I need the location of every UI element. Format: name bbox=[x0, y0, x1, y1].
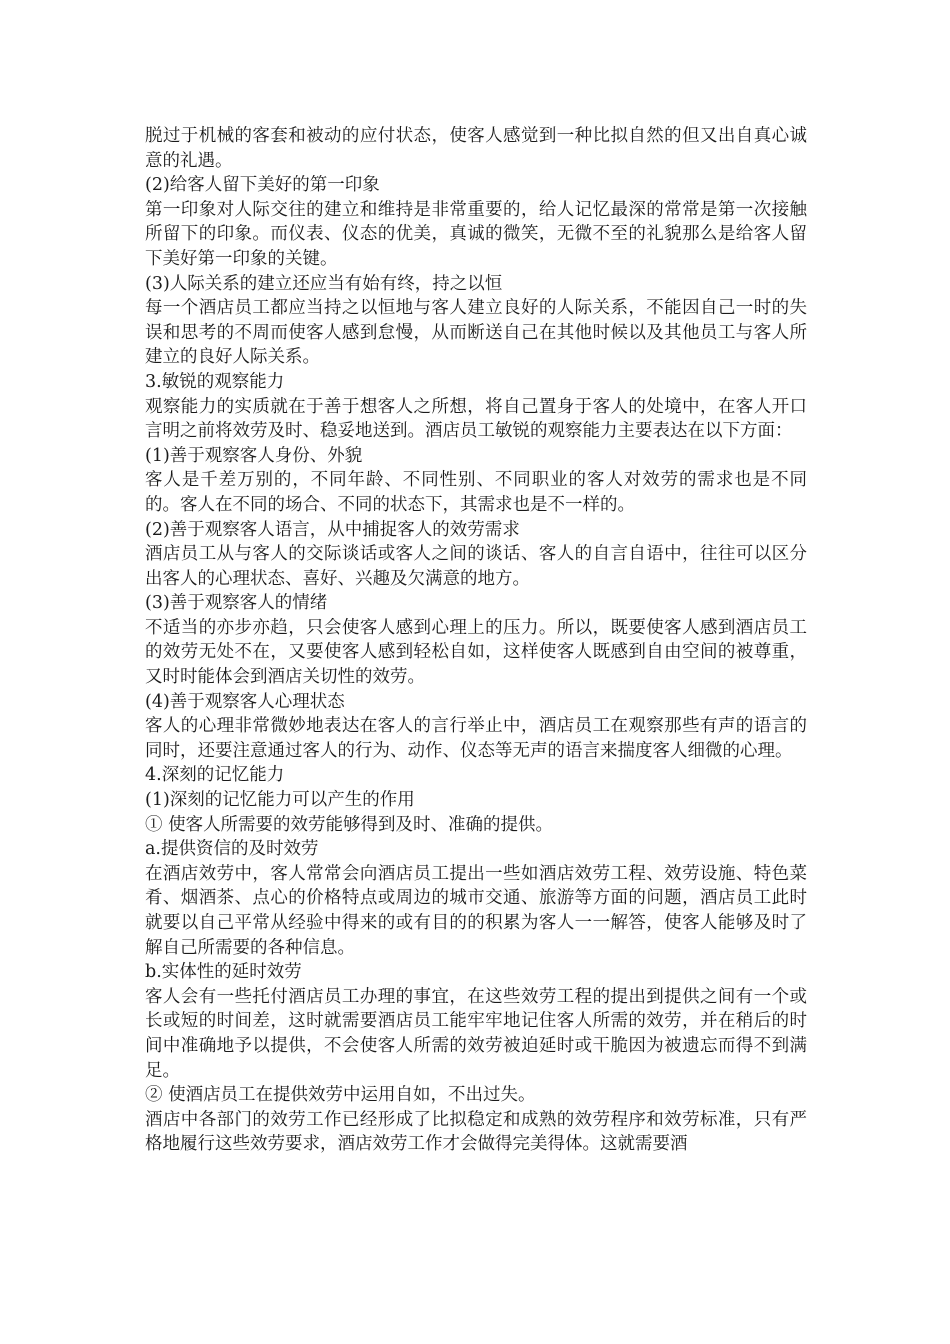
paragraph: 第一印象对人际交往的建立和维持是非常重要的，给人记忆最深的常常是第一次接触所留下的印象。而仪表、仪态的优美，真诚的微笑，无微不至的礼貌那么是给客人留下美好第一印象的关键。 bbox=[145, 199, 807, 269]
section-heading: (2)善于观察客人语言，从中捕捉客人的效劳需求 bbox=[145, 519, 520, 540]
section-heading: (4)善于观察客人心理状态 bbox=[145, 691, 345, 712]
section-heading: a.提供资信的及时效劳 bbox=[145, 839, 319, 860]
section-heading: (3)人际关系的建立还应当有始有终，持之以恒 bbox=[145, 273, 503, 294]
section-heading: 3.敏锐的观察能力 bbox=[145, 371, 285, 392]
paragraph: 客人会有一些托付酒店员工办理的事宜，在这些效劳工程的提出到提供之间有一个或长或短的时间差，这时就需要酒店员工能牢牢地记住客人所需的效劳，并在稍后的时间中准确地予以提供，不会使客人所需的效劳被迫延时或干脆因为被遗忘而得不到满足。 bbox=[145, 986, 807, 1081]
section-heading: (1)善于观察客人身份、外貌 bbox=[145, 445, 363, 466]
paragraph: 在酒店效劳中，客人常常会向酒店员工提出一些如酒店效劳工程、效劳设施、特色菜肴、烟酒茶、点心的价格特点或周边的城市交通、旅游等方面的问题，酒店员工此时就要以自己平常从经验中得来的或有目的的积累为客人一一解答，使客人能够及时了解自己所需要的各种信息。 bbox=[145, 863, 807, 958]
section-heading: 4.深刻的记忆能力 bbox=[145, 765, 285, 786]
paragraph: 不适当的亦步亦趋，只会使客人感到心理上的压力。所以，既要使客人感到酒店员工的效劳无处不在，又要使客人感到轻松自如，这样使客人既感到自由空间的被尊重，又时时能体会到酒店关切性的效劳。 bbox=[145, 617, 807, 688]
paragraph: 酒店中各部门的效劳工作已经形成了比拟稳定和成熟的效劳程序和效劳标准，只有严格地履行这些效劳要求，酒店效劳工作才会做得完美得体。这就需要酒 bbox=[145, 1109, 807, 1155]
paragraph: 酒店员工从与客人的交际谈话或客人之间的谈话、客人的自言自语中，往往可以区分出客人的心理状态、喜好、兴趣及欠满意的地方。 bbox=[145, 544, 807, 589]
section-heading: b.实体性的延时效劳 bbox=[145, 962, 302, 983]
section-heading: (1)深刻的记忆能力可以产生的作用 bbox=[145, 790, 415, 811]
section-heading: (3)善于观察客人的情绪 bbox=[145, 593, 328, 614]
section-heading: (2)给客人留下美好的第一印象 bbox=[145, 175, 380, 196]
document-body bbox=[145, 124, 807, 1157]
list-item: ② 使酒店员工在提供效劳中运用自如，不出过失。 bbox=[145, 1085, 536, 1106]
paragraph: 客人的心理非常微妙地表达在客人的言行举止中，酒店员工在观察那些有声的语言的同时，还要注意通过客人的行为、动作、仪态等无声的语言来揣度客人细微的心理。 bbox=[145, 716, 807, 761]
paragraph: 客人是千差万别的，不同年龄、不同性别、不同职业的客人对效劳的需求也是不同的。客人在不同的场合、不同的状态下，其需求也是不一样的。 bbox=[145, 470, 807, 515]
paragraph: 观察能力的实质就在于善于想客人之所想，将自己置身于客人的处境中，在客人开口言明之前将效劳及时、稳妥地送到。酒店员工敏锐的观察能力主要表达在以下方面： bbox=[145, 396, 807, 442]
paragraph: 每一个酒店员工都应当持之以恒地与客人建立良好的人际关系，不能因自己一时的失误和思考的不周而使客人感到怠慢，从而断送自己在其他时候以及其他员工与客人所建立的良好人际关系。 bbox=[145, 298, 807, 368]
paragraph: 脱过于机械的客套和被动的应付状态，使客人感觉到一种比拟自然的但又出自真心诚意的礼遇。 bbox=[145, 126, 807, 171]
list-item: ① 使客人所需要的效劳能够得到及时、准确的提供。 bbox=[145, 814, 554, 835]
